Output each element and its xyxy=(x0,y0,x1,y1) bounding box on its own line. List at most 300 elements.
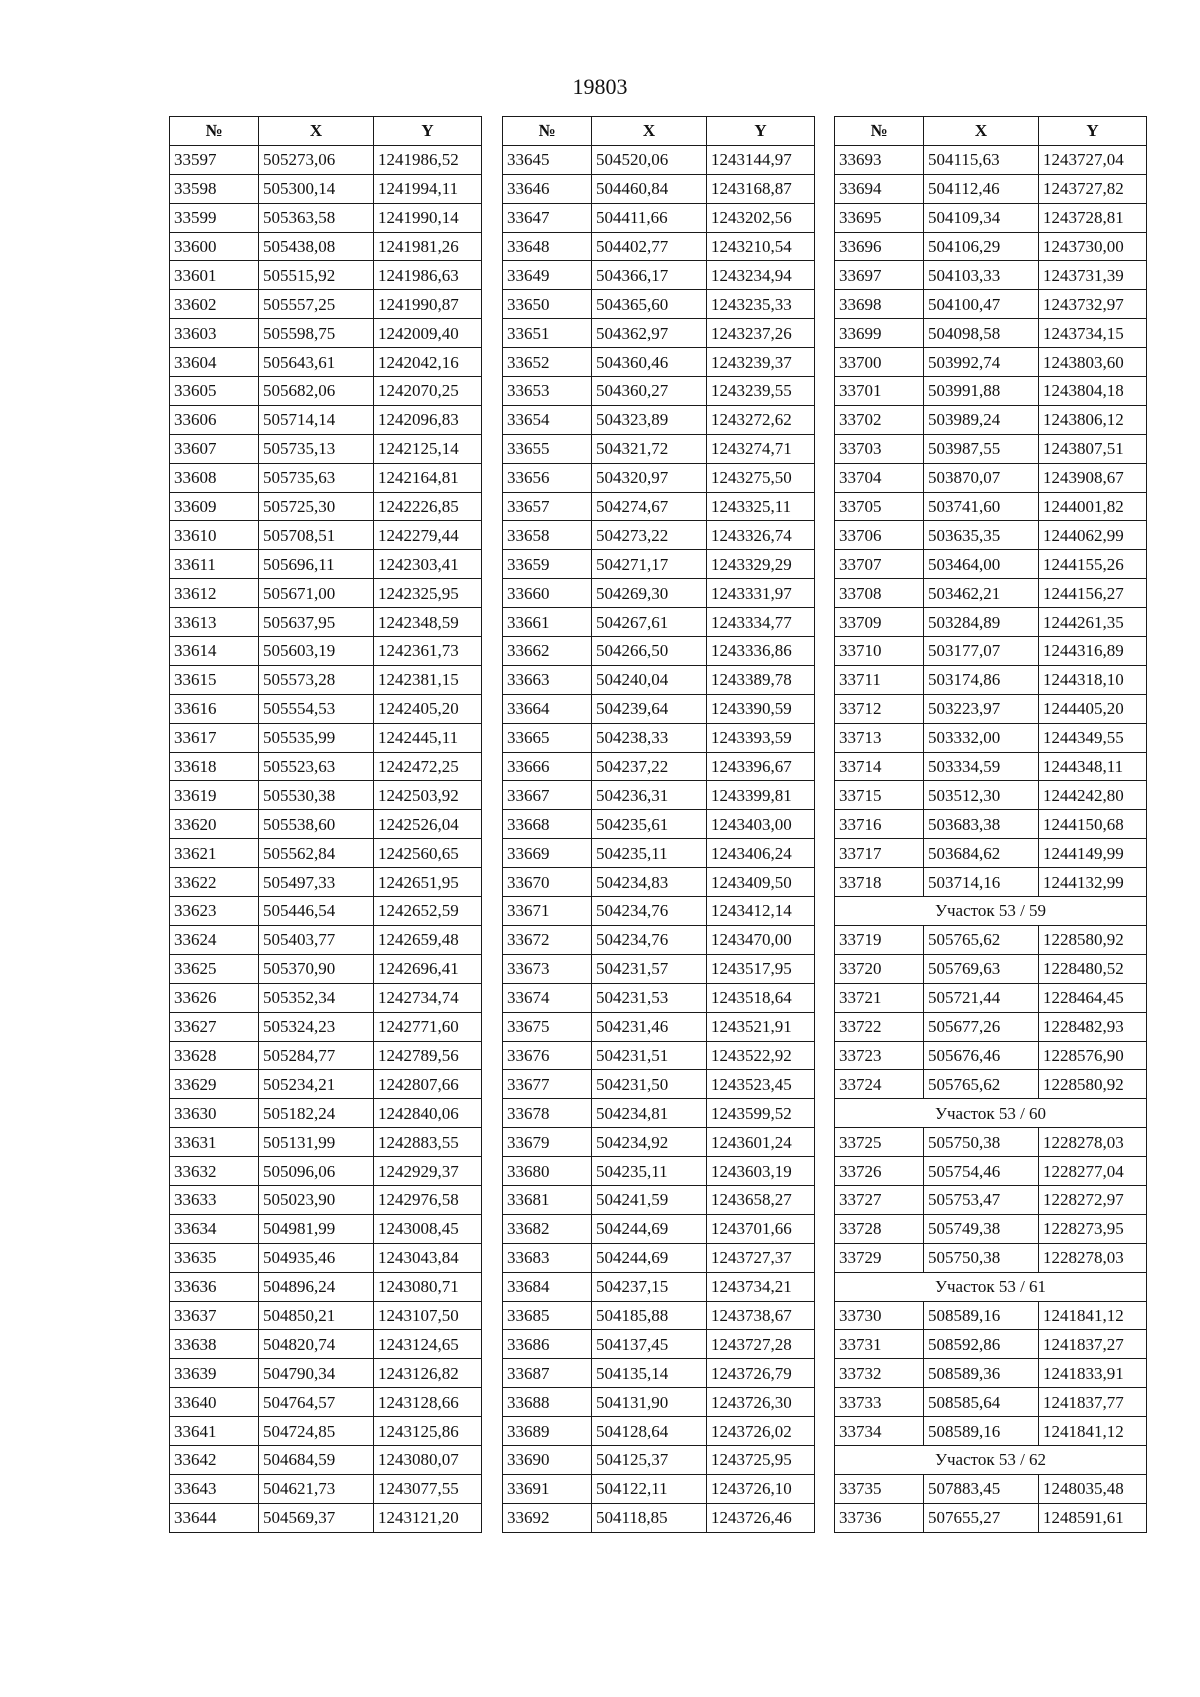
y-coordinate-cell: 1242734,74 xyxy=(374,983,482,1012)
x-coordinate-cell: 504234,76 xyxy=(592,925,707,954)
x-coordinate-cell: 508589,16 xyxy=(924,1417,1039,1446)
x-coordinate-cell: 505682,06 xyxy=(259,377,374,406)
x-coordinate-cell: 504267,61 xyxy=(592,608,707,637)
y-coordinate-cell: 1242526,04 xyxy=(374,810,482,839)
y-coordinate-cell: 1243235,33 xyxy=(707,290,815,319)
point-number-cell: 33664 xyxy=(503,694,592,723)
y-coordinate-cell: 1243399,81 xyxy=(707,781,815,810)
table-row xyxy=(170,319,482,348)
x-coordinate-cell: 505363,58 xyxy=(259,203,374,232)
point-number-cell: 33623 xyxy=(170,897,259,926)
y-coordinate-cell: 1243077,55 xyxy=(374,1474,482,1503)
point-number-cell: 33685 xyxy=(503,1301,592,1330)
y-coordinate-cell: 1242381,15 xyxy=(374,665,482,694)
x-coordinate-cell: 505523,63 xyxy=(259,752,374,781)
point-number-cell: 33650 xyxy=(503,290,592,319)
table-row xyxy=(835,145,1147,174)
x-coordinate-cell: 505637,95 xyxy=(259,608,374,637)
table-row xyxy=(170,377,482,406)
table-row xyxy=(835,723,1147,752)
point-number-cell: 33645 xyxy=(503,145,592,174)
section-title: Участок 53 / 61 xyxy=(835,1272,1147,1301)
x-coordinate-cell: 504320,97 xyxy=(592,463,707,492)
y-coordinate-cell: 1242303,41 xyxy=(374,550,482,579)
point-number-cell: 33687 xyxy=(503,1359,592,1388)
y-coordinate-cell: 1242325,95 xyxy=(374,579,482,608)
table-row xyxy=(503,897,815,926)
y-coordinate-cell: 1244156,27 xyxy=(1039,579,1147,608)
table-row xyxy=(503,348,815,377)
x-coordinate-cell: 505497,33 xyxy=(259,868,374,897)
table-row xyxy=(835,261,1147,290)
y-coordinate-cell: 1243124,65 xyxy=(374,1330,482,1359)
table-row xyxy=(503,868,815,897)
y-coordinate-cell: 1228278,03 xyxy=(1039,1243,1147,1272)
y-coordinate-cell: 1244261,35 xyxy=(1039,608,1147,637)
y-coordinate-cell: 1242929,37 xyxy=(374,1157,482,1186)
y-coordinate-cell: 1243128,66 xyxy=(374,1388,482,1417)
table-row xyxy=(503,1214,815,1243)
y-coordinate-cell: 1244150,68 xyxy=(1039,810,1147,839)
y-coordinate-cell: 1243325,11 xyxy=(707,492,815,521)
table-row xyxy=(835,203,1147,232)
point-number-cell: 33616 xyxy=(170,694,259,723)
point-number-cell: 33639 xyxy=(170,1359,259,1388)
table-row xyxy=(835,579,1147,608)
point-number-cell: 33607 xyxy=(170,434,259,463)
table-row xyxy=(170,145,482,174)
x-coordinate-cell: 505446,54 xyxy=(259,897,374,926)
point-number-cell: 33625 xyxy=(170,954,259,983)
table-row xyxy=(835,694,1147,723)
table-row xyxy=(503,1272,815,1301)
x-coordinate-cell: 505708,51 xyxy=(259,521,374,550)
y-coordinate-cell: 1228580,92 xyxy=(1039,925,1147,954)
x-coordinate-cell: 508592,86 xyxy=(924,1330,1039,1359)
table-row xyxy=(503,839,815,868)
table-row xyxy=(835,232,1147,261)
y-coordinate-cell: 1243727,28 xyxy=(707,1330,815,1359)
x-coordinate-cell: 504106,29 xyxy=(924,232,1039,261)
table-row xyxy=(835,665,1147,694)
y-coordinate-cell: 1242651,95 xyxy=(374,868,482,897)
table-row xyxy=(503,434,815,463)
table-row xyxy=(835,1157,1147,1186)
y-coordinate-cell: 1243727,37 xyxy=(707,1243,815,1272)
table-row xyxy=(170,203,482,232)
table-row xyxy=(503,1243,815,1272)
point-number-cell: 33674 xyxy=(503,983,592,1012)
point-number-cell: 33736 xyxy=(835,1503,924,1532)
point-number-cell: 33710 xyxy=(835,637,924,666)
table-row xyxy=(503,1041,815,1070)
x-coordinate-cell: 505515,92 xyxy=(259,261,374,290)
table-row xyxy=(503,1445,815,1474)
y-coordinate-cell: 1242125,14 xyxy=(374,434,482,463)
point-number-cell: 33670 xyxy=(503,868,592,897)
x-coordinate-cell: 504241,59 xyxy=(592,1185,707,1214)
y-coordinate-cell: 1243237,26 xyxy=(707,319,815,348)
table-row xyxy=(503,463,815,492)
y-coordinate-cell: 1243121,20 xyxy=(374,1503,482,1532)
y-coordinate-cell: 1243804,18 xyxy=(1039,377,1147,406)
x-coordinate-cell: 504103,33 xyxy=(924,261,1039,290)
point-number-cell: 33663 xyxy=(503,665,592,694)
table-row xyxy=(835,868,1147,897)
point-number-cell: 33658 xyxy=(503,521,592,550)
x-coordinate-cell: 505735,63 xyxy=(259,463,374,492)
y-coordinate-cell: 1243080,71 xyxy=(374,1272,482,1301)
y-coordinate-cell: 1244155,26 xyxy=(1039,550,1147,579)
point-number-cell: 33651 xyxy=(503,319,592,348)
x-coordinate-cell: 504231,57 xyxy=(592,954,707,983)
table-row xyxy=(170,1012,482,1041)
x-coordinate-cell: 504850,21 xyxy=(259,1301,374,1330)
x-coordinate-cell: 505131,99 xyxy=(259,1128,374,1157)
x-coordinate-cell: 504724,85 xyxy=(259,1417,374,1446)
x-coordinate-cell: 504231,46 xyxy=(592,1012,707,1041)
y-coordinate-cell: 1243412,14 xyxy=(707,897,815,926)
point-number-cell: 33730 xyxy=(835,1301,924,1330)
y-coordinate-cell: 1243202,56 xyxy=(707,203,815,232)
y-coordinate-cell: 1243144,97 xyxy=(707,145,815,174)
table-row xyxy=(170,290,482,319)
point-number-cell: 33695 xyxy=(835,203,924,232)
y-coordinate-cell: 1241833,91 xyxy=(1039,1359,1147,1388)
x-coordinate-cell: 508589,36 xyxy=(924,1359,1039,1388)
x-coordinate-cell: 505300,14 xyxy=(259,174,374,203)
point-number-cell: 33677 xyxy=(503,1070,592,1099)
x-coordinate-cell: 504569,37 xyxy=(259,1503,374,1532)
table-row xyxy=(170,1388,482,1417)
x-coordinate-cell: 505096,06 xyxy=(259,1157,374,1186)
point-number-cell: 33657 xyxy=(503,492,592,521)
table-row xyxy=(170,550,482,579)
table-row xyxy=(835,983,1147,1012)
x-coordinate-cell: 504235,11 xyxy=(592,839,707,868)
point-number-cell: 33672 xyxy=(503,925,592,954)
point-number-cell: 33601 xyxy=(170,261,259,290)
y-coordinate-cell: 1241841,12 xyxy=(1039,1301,1147,1330)
table-row xyxy=(503,319,815,348)
x-coordinate-cell: 505721,44 xyxy=(924,983,1039,1012)
point-number-cell: 33600 xyxy=(170,232,259,261)
table-row xyxy=(170,579,482,608)
table-row xyxy=(835,348,1147,377)
y-coordinate-cell: 1228272,97 xyxy=(1039,1185,1147,1214)
point-number-cell: 33597 xyxy=(170,145,259,174)
point-number-cell: 33713 xyxy=(835,723,924,752)
x-coordinate-cell: 505643,61 xyxy=(259,348,374,377)
table-row xyxy=(503,983,815,1012)
y-coordinate-cell: 1242164,81 xyxy=(374,463,482,492)
y-coordinate-cell: 1243334,77 xyxy=(707,608,815,637)
header-y: Y xyxy=(1039,117,1147,146)
point-number-cell: 33631 xyxy=(170,1128,259,1157)
section-row xyxy=(835,1445,1147,1474)
section-row xyxy=(835,1099,1147,1128)
point-number-cell: 33732 xyxy=(835,1359,924,1388)
x-coordinate-cell: 504271,17 xyxy=(592,550,707,579)
x-coordinate-cell: 504621,73 xyxy=(259,1474,374,1503)
section-row xyxy=(835,1272,1147,1301)
point-number-cell: 33617 xyxy=(170,723,259,752)
section-title: Участок 53 / 59 xyxy=(835,897,1147,926)
x-coordinate-cell: 504239,64 xyxy=(592,694,707,723)
point-number-cell: 33690 xyxy=(503,1445,592,1474)
y-coordinate-cell: 1243210,54 xyxy=(707,232,815,261)
x-coordinate-cell: 504981,99 xyxy=(259,1214,374,1243)
table-row xyxy=(503,1070,815,1099)
point-number-cell: 33621 xyxy=(170,839,259,868)
table-row xyxy=(170,1070,482,1099)
x-coordinate-cell: 504137,45 xyxy=(592,1330,707,1359)
table-row xyxy=(835,1359,1147,1388)
y-coordinate-cell: 1243726,10 xyxy=(707,1474,815,1503)
y-coordinate-cell: 1243393,59 xyxy=(707,723,815,752)
x-coordinate-cell: 507655,27 xyxy=(924,1503,1039,1532)
table-row xyxy=(835,290,1147,319)
point-number-cell: 33680 xyxy=(503,1157,592,1186)
y-coordinate-cell: 1244349,55 xyxy=(1039,723,1147,752)
x-coordinate-cell: 504231,53 xyxy=(592,983,707,1012)
y-coordinate-cell: 1242789,56 xyxy=(374,1041,482,1070)
x-coordinate-cell: 503684,62 xyxy=(924,839,1039,868)
x-coordinate-cell: 503635,35 xyxy=(924,521,1039,550)
x-coordinate-cell: 504234,83 xyxy=(592,868,707,897)
point-number-cell: 33622 xyxy=(170,868,259,897)
y-coordinate-cell: 1243732,97 xyxy=(1039,290,1147,319)
x-coordinate-cell: 504098,58 xyxy=(924,319,1039,348)
x-coordinate-cell: 505735,13 xyxy=(259,434,374,463)
x-coordinate-cell: 503987,55 xyxy=(924,434,1039,463)
y-coordinate-cell: 1243470,00 xyxy=(707,925,815,954)
point-number-cell: 33669 xyxy=(503,839,592,868)
point-number-cell: 33647 xyxy=(503,203,592,232)
x-coordinate-cell: 503464,00 xyxy=(924,550,1039,579)
x-coordinate-cell: 505538,60 xyxy=(259,810,374,839)
x-coordinate-cell: 503223,97 xyxy=(924,694,1039,723)
table-row xyxy=(835,925,1147,954)
x-coordinate-cell: 504122,11 xyxy=(592,1474,707,1503)
y-coordinate-cell: 1243728,81 xyxy=(1039,203,1147,232)
table-row xyxy=(835,319,1147,348)
point-number-cell: 33712 xyxy=(835,694,924,723)
point-number-cell: 33648 xyxy=(503,232,592,261)
y-coordinate-cell: 1241986,63 xyxy=(374,261,482,290)
table-row xyxy=(503,1301,815,1330)
y-coordinate-cell: 1243080,07 xyxy=(374,1445,482,1474)
x-coordinate-cell: 504231,50 xyxy=(592,1070,707,1099)
point-number-cell: 33707 xyxy=(835,550,924,579)
x-coordinate-cell: 504266,50 xyxy=(592,637,707,666)
header-x: X xyxy=(259,117,374,146)
table-row xyxy=(835,839,1147,868)
x-coordinate-cell: 503334,59 xyxy=(924,752,1039,781)
x-coordinate-cell: 503741,60 xyxy=(924,492,1039,521)
y-coordinate-cell: 1243107,50 xyxy=(374,1301,482,1330)
x-coordinate-cell: 503683,38 xyxy=(924,810,1039,839)
point-number-cell: 33665 xyxy=(503,723,592,752)
x-coordinate-cell: 505765,62 xyxy=(924,1070,1039,1099)
x-coordinate-cell: 505696,11 xyxy=(259,550,374,579)
point-number-cell: 33635 xyxy=(170,1243,259,1272)
x-coordinate-cell: 504896,24 xyxy=(259,1272,374,1301)
table-row xyxy=(170,608,482,637)
table-row xyxy=(170,1272,482,1301)
table-row xyxy=(170,781,482,810)
x-coordinate-cell: 504109,34 xyxy=(924,203,1039,232)
x-coordinate-cell: 504365,60 xyxy=(592,290,707,319)
x-coordinate-cell: 504273,22 xyxy=(592,521,707,550)
table-row xyxy=(835,1128,1147,1157)
point-number-cell: 33671 xyxy=(503,897,592,926)
x-coordinate-cell: 503714,16 xyxy=(924,868,1039,897)
y-coordinate-cell: 1242696,41 xyxy=(374,954,482,983)
y-coordinate-cell: 1242807,66 xyxy=(374,1070,482,1099)
y-coordinate-cell: 1228576,90 xyxy=(1039,1041,1147,1070)
x-coordinate-cell: 504238,33 xyxy=(592,723,707,752)
table-row xyxy=(170,1417,482,1446)
y-coordinate-cell: 1243601,24 xyxy=(707,1128,815,1157)
table-row xyxy=(835,1503,1147,1532)
x-coordinate-cell: 505182,24 xyxy=(259,1099,374,1128)
point-number-cell: 33706 xyxy=(835,521,924,550)
x-coordinate-cell: 503989,24 xyxy=(924,405,1039,434)
point-number-cell: 33638 xyxy=(170,1330,259,1359)
y-coordinate-cell: 1243326,74 xyxy=(707,521,815,550)
point-number-cell: 33728 xyxy=(835,1214,924,1243)
coordinates-table-2 xyxy=(502,116,815,1533)
y-coordinate-cell: 1243403,00 xyxy=(707,810,815,839)
table-row xyxy=(835,1474,1147,1503)
x-coordinate-cell: 504118,85 xyxy=(592,1503,707,1532)
x-coordinate-cell: 504235,11 xyxy=(592,1157,707,1186)
y-coordinate-cell: 1243726,02 xyxy=(707,1417,815,1446)
y-coordinate-cell: 1244318,10 xyxy=(1039,665,1147,694)
point-number-cell: 33692 xyxy=(503,1503,592,1532)
point-number-cell: 33606 xyxy=(170,405,259,434)
point-number-cell: 33733 xyxy=(835,1388,924,1417)
table-row xyxy=(835,377,1147,406)
table-row xyxy=(170,1330,482,1359)
x-coordinate-cell: 503991,88 xyxy=(924,377,1039,406)
y-coordinate-cell: 1243168,87 xyxy=(707,174,815,203)
point-number-cell: 33668 xyxy=(503,810,592,839)
point-number-cell: 33629 xyxy=(170,1070,259,1099)
point-number-cell: 33666 xyxy=(503,752,592,781)
x-coordinate-cell: 504231,51 xyxy=(592,1041,707,1070)
table-row xyxy=(503,1099,815,1128)
y-coordinate-cell: 1243701,66 xyxy=(707,1214,815,1243)
y-coordinate-cell: 1243521,91 xyxy=(707,1012,815,1041)
table-row xyxy=(170,665,482,694)
point-number-cell: 33598 xyxy=(170,174,259,203)
x-coordinate-cell: 505750,38 xyxy=(924,1243,1039,1272)
table-row xyxy=(170,637,482,666)
x-coordinate-cell: 504460,84 xyxy=(592,174,707,203)
x-coordinate-cell: 505714,14 xyxy=(259,405,374,434)
table-row xyxy=(170,868,482,897)
table-row xyxy=(835,1041,1147,1070)
point-number-cell: 33702 xyxy=(835,405,924,434)
y-coordinate-cell: 1248035,48 xyxy=(1039,1474,1147,1503)
point-number-cell: 33723 xyxy=(835,1041,924,1070)
point-number-cell: 33641 xyxy=(170,1417,259,1446)
y-coordinate-cell: 1243389,78 xyxy=(707,665,815,694)
point-number-cell: 33698 xyxy=(835,290,924,319)
x-coordinate-cell: 503870,07 xyxy=(924,463,1039,492)
table-row xyxy=(503,694,815,723)
point-number-cell: 33610 xyxy=(170,521,259,550)
table-row xyxy=(835,405,1147,434)
y-coordinate-cell: 1242445,11 xyxy=(374,723,482,752)
x-coordinate-cell: 508589,16 xyxy=(924,1301,1039,1330)
y-coordinate-cell: 1243726,46 xyxy=(707,1503,815,1532)
table-row xyxy=(503,1330,815,1359)
table-row xyxy=(835,1388,1147,1417)
table-row xyxy=(170,1445,482,1474)
table-row xyxy=(170,810,482,839)
y-coordinate-cell: 1242096,83 xyxy=(374,405,482,434)
point-number-cell: 33714 xyxy=(835,752,924,781)
x-coordinate-cell: 505324,23 xyxy=(259,1012,374,1041)
y-coordinate-cell: 1243331,97 xyxy=(707,579,815,608)
x-coordinate-cell: 505753,47 xyxy=(924,1185,1039,1214)
y-coordinate-cell: 1243234,94 xyxy=(707,261,815,290)
x-coordinate-cell: 504360,27 xyxy=(592,377,707,406)
point-number-cell: 33679 xyxy=(503,1128,592,1157)
table-row xyxy=(503,1359,815,1388)
x-coordinate-cell: 504321,72 xyxy=(592,434,707,463)
point-number-cell: 33682 xyxy=(503,1214,592,1243)
y-coordinate-cell: 1243275,50 xyxy=(707,463,815,492)
point-number-cell: 33689 xyxy=(503,1417,592,1446)
table-row xyxy=(835,174,1147,203)
x-coordinate-cell: 503284,89 xyxy=(924,608,1039,637)
y-coordinate-cell: 1243239,55 xyxy=(707,377,815,406)
point-number-cell: 33724 xyxy=(835,1070,924,1099)
y-coordinate-cell: 1244132,99 xyxy=(1039,868,1147,897)
point-number-cell: 33691 xyxy=(503,1474,592,1503)
x-coordinate-cell: 504684,59 xyxy=(259,1445,374,1474)
table-row xyxy=(835,1301,1147,1330)
x-coordinate-cell: 503992,74 xyxy=(924,348,1039,377)
y-coordinate-cell: 1242361,73 xyxy=(374,637,482,666)
y-coordinate-cell: 1243396,67 xyxy=(707,752,815,781)
point-number-cell: 33726 xyxy=(835,1157,924,1186)
table-row xyxy=(503,1012,815,1041)
point-number-cell: 33605 xyxy=(170,377,259,406)
y-coordinate-cell: 1242226,85 xyxy=(374,492,482,521)
table-row xyxy=(503,1185,815,1214)
table-row xyxy=(835,1330,1147,1359)
table-row xyxy=(170,897,482,926)
y-coordinate-cell: 1243731,39 xyxy=(1039,261,1147,290)
point-number-cell: 33718 xyxy=(835,868,924,897)
header-number: № xyxy=(503,117,592,146)
table-row xyxy=(503,1388,815,1417)
point-number-cell: 33654 xyxy=(503,405,592,434)
y-coordinate-cell: 1243008,45 xyxy=(374,1214,482,1243)
y-coordinate-cell: 1243734,21 xyxy=(707,1272,815,1301)
point-number-cell: 33731 xyxy=(835,1330,924,1359)
point-number-cell: 33721 xyxy=(835,983,924,1012)
point-number-cell: 33640 xyxy=(170,1388,259,1417)
x-coordinate-cell: 504234,92 xyxy=(592,1128,707,1157)
point-number-cell: 33667 xyxy=(503,781,592,810)
y-coordinate-cell: 1243272,62 xyxy=(707,405,815,434)
